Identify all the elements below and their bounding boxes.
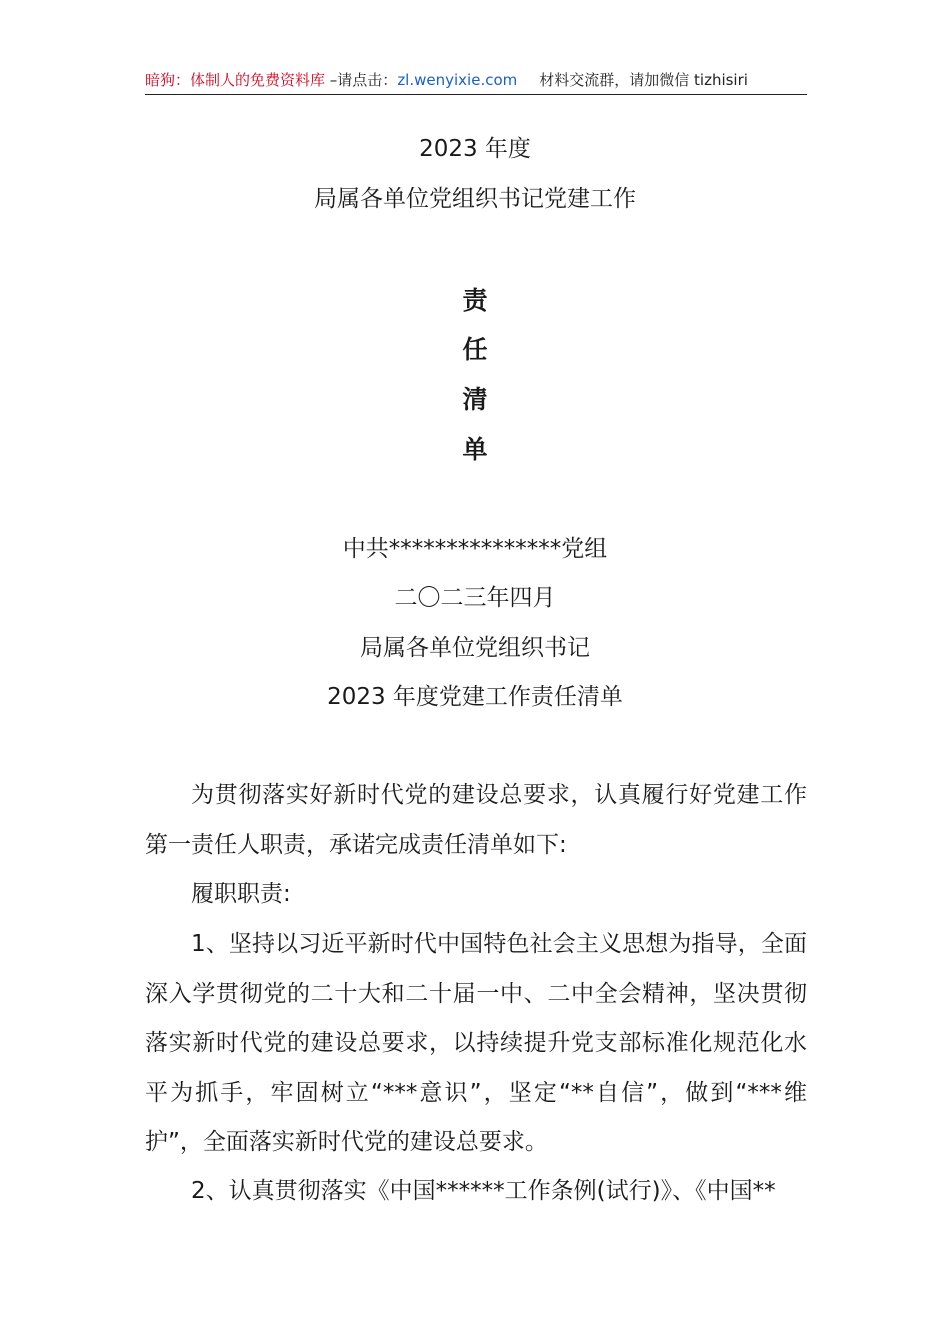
page-header — [145, 66, 807, 95]
cover-title-char-2: 任 — [462, 335, 488, 364]
site-name: 暗狗：体制人的免费资料库 — [145, 71, 326, 89]
doc-title-line-1: 局属各单位党组织书记 — [360, 635, 590, 661]
doc-title-line-2: 2023 年度党建工作责任清单 — [327, 684, 623, 710]
cover-issuer: 中共***************党组 — [342, 536, 608, 562]
duty-item-1: 1、坚持以习近平新时代中国特色社会主义思想为指导，全面深入学贯彻党的二十大和二十届一中、二中全会精神，坚决贯彻落实新时代党的建设总要求，以持续提升党支部标准化规范化水平为抓手，牢固树立“***意识”，坚定“**自信”，做到“***维护”，全面落实新时代党的建设总要求。 — [145, 931, 807, 1155]
cover-title-char-1: 责 — [462, 286, 488, 315]
header-dash: – — [325, 71, 338, 89]
duty-item-2: 2、认真贯彻落实《中国******工作条例(试行)》、《中国** — [191, 1178, 776, 1204]
cover-title-char-3: 清 — [462, 385, 488, 414]
cover-title-char-4: 单 — [462, 435, 488, 464]
cover-subtitle: 局属各单位党组织书记党建工作 — [314, 186, 636, 212]
cover-year-line: 2023 年度 — [419, 136, 531, 162]
site-url-link[interactable]: zl.wenyixie.com — [397, 71, 518, 89]
click-prompt: 请点击： — [337, 71, 398, 89]
group-text: 材料交流群，请加微信 tizhisiri — [539, 71, 748, 89]
cover-date: 二〇二三年四月 — [394, 585, 556, 611]
duties-label: 履职职责: — [191, 881, 291, 907]
intro-paragraph: 为贯彻落实好新时代党的建设总要求，认真履行好党建工作第一责任人职责，承诺完成责任清单如下: — [145, 782, 807, 858]
